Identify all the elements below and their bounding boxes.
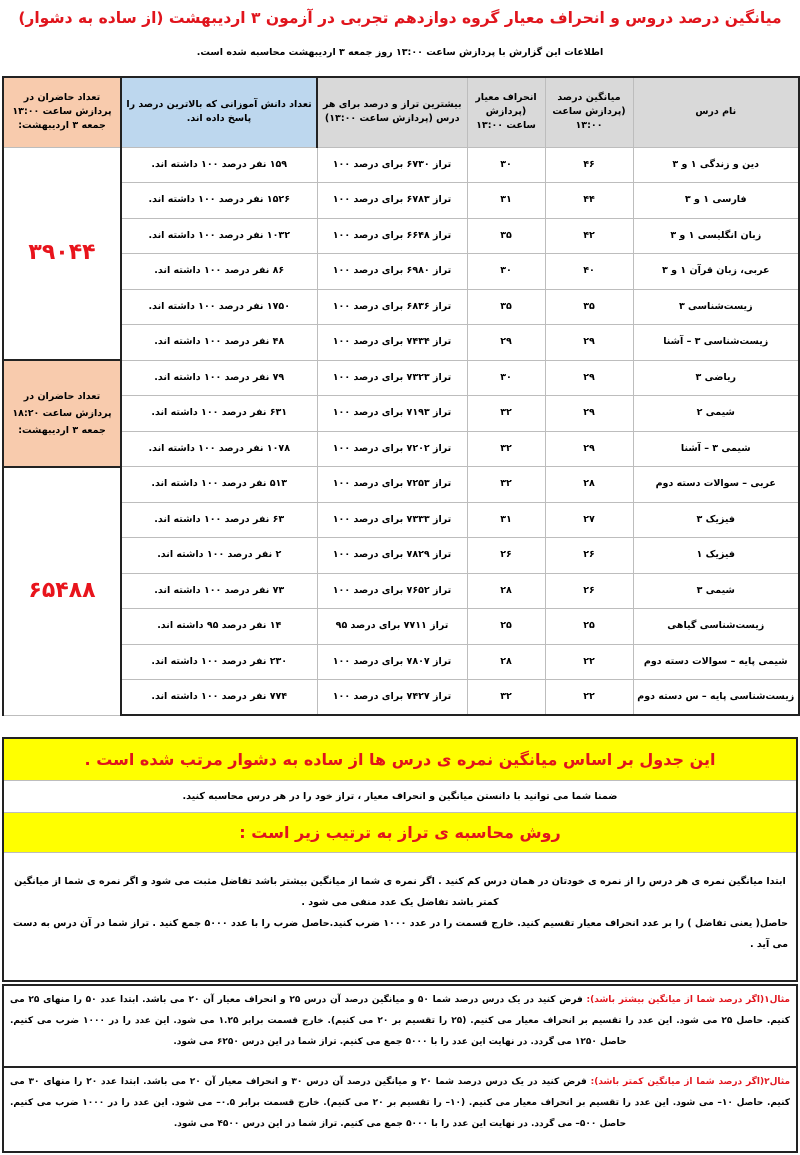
top-count: ۸۶ نفر درصد ۱۰۰ داشته اند. xyxy=(121,254,317,290)
table-row xyxy=(3,573,799,609)
top-score: تراز ۷۳۳۳ برای درصد ۱۰۰ xyxy=(317,502,467,538)
average-percent: ۲۶ xyxy=(545,573,633,609)
std-dev: ۲۵ xyxy=(467,609,545,645)
average-percent: ۴۶ xyxy=(545,147,633,183)
report-subtitle: اطلاعات این گزارش با پردازش ساعت ۱۳:۰۰ روز جمعه ۳ اردیبهشت محاسبه شده است. xyxy=(196,47,604,58)
std-dev: ۳۰ xyxy=(467,147,545,183)
std-dev: ۲۸ xyxy=(467,644,545,680)
subject-name: شیمی ۳ xyxy=(633,573,799,609)
page-title: میانگین درصد دروس و انحراف معیار گروه دوازدهم تجربی در آزمون ۳ اردیبهشت (از ساده به دشوار) xyxy=(18,9,782,27)
header-participants: تعداد حاضران در پردازش ساعت ۱۳:۰۰ جمعه ۳ اردیبهشت: xyxy=(3,77,121,147)
average-percent: ۴۴ xyxy=(545,183,633,219)
example-1-text: فرض کنید در یک درس درصد شما ۵۰ و میانگین درصد آن درس ۲۵ و انحراف معیار آن ۲۰ می باشد. ابتدا عدد ۵۰ را منهای ۲۵ می کنیم. حاصل ۲۵ می شود. این عدد را تقسیم بر انحراف معیار می کنیم. (۲۵ را تقسیم بر ۲۰ می کنیم). خارج قسمت برابر ۱.۲۵ می شود. این عدد را در ۱۰۰۰ ضرب می کنیم. حاصل ۱۲۵۰ می گردد. در نهایت این عدد را با ۵۰۰۰ جمع می کنیم. تراز شما در این درس ۶۲۵۰ می شود. xyxy=(10,995,790,1047)
top-count: ۲۳۰ نفر درصد ۱۰۰ داشته اند. xyxy=(121,644,317,680)
top-score: تراز ۶۷۳۰ برای درصد ۱۰۰ xyxy=(317,147,467,183)
std-dev: ۳۵ xyxy=(467,289,545,325)
table-row xyxy=(3,538,799,574)
std-dev: ۲۹ xyxy=(467,325,545,361)
top-score: تراز ۶۷۸۳ برای درصد ۱۰۰ xyxy=(317,183,467,219)
average-percent: ۲۹ xyxy=(545,396,633,432)
header-average: میانگین درصد (پردازش ساعت ۱۳:۰۰ xyxy=(545,77,633,147)
average-percent: ۲۹ xyxy=(545,431,633,467)
example-2-text: فرض کنید در یک درس درصد شما ۲۰ و میانگین درصد آن درس ۳۰ و انحراف معیار آن ۲۰ می باشد. ابتدا عدد ۲۰ را منهای ۳۰ می کنیم. حاصل ۱۰– می شود. این عدد را تقسیم بر انحراف معیار می کنیم. (۱۰– را تقسیم بر ۲۰ می کنیم). خارج قسمت برابر ۰.۵– می شود. این عدد را در ۱۰۰۰ ضرب می کنیم. حاصل ۵۰۰– می گردد. در نهایت این عدد را با ۵۰۰۰ جمع می کنیم. تراز شما در این درس ۴۵۰۰ می شود. xyxy=(10,1077,791,1129)
table-row xyxy=(3,289,799,325)
method-title: روش محاسبه ی تراز به ترتیب زیر است : xyxy=(4,813,796,853)
table-header-row xyxy=(3,77,799,147)
top-count: ۲ نفر درصد ۱۰۰ داشته اند. xyxy=(121,538,317,574)
top-count: ۱۰۷۸ نفر درصد ۱۰۰ داشته اند. xyxy=(121,431,317,467)
top-score: تراز ۷۴۲۷ برای درصد ۱۰۰ xyxy=(317,680,467,716)
example-2 xyxy=(2,1068,798,1153)
header-std-dev: انحراف معیار (پردازش ساعت ۱۳:۰۰ xyxy=(467,77,545,147)
average-percent: ۲۸ xyxy=(545,467,633,503)
std-dev: ۳۰ xyxy=(467,360,545,396)
top-score: تراز ۷۳۲۳ برای درصد ۱۰۰ xyxy=(317,360,467,396)
std-dev: ۳۲ xyxy=(467,467,545,503)
subject-name: زیست‌شناسی ۳ – آشنا xyxy=(633,325,799,361)
top-score: تراز ۷۷۱۱ برای درصد ۹۵ xyxy=(317,609,467,645)
average-percent: ۲۹ xyxy=(545,325,633,361)
top-count: ۱۵۲۶ نفر درصد ۱۰۰ داشته اند. xyxy=(121,183,317,219)
participants-count-1: ۳۹۰۴۴ xyxy=(3,147,121,360)
sorted-note: این جدول بر اساس میانگین نمره ی درس ها از ساده به دشوار مرتب شده است . xyxy=(4,739,796,781)
top-count: ۵۱۳ نفر درصد ۱۰۰ داشته اند. xyxy=(121,467,317,503)
table-row xyxy=(3,325,799,361)
std-dev: ۳۱ xyxy=(467,502,545,538)
table-row xyxy=(3,680,799,716)
top-count: ۴۸ نفر درصد ۱۰۰ داشته اند. xyxy=(121,325,317,361)
subject-name: زیست‌شناسی ۳ xyxy=(633,289,799,325)
subject-name: ریاضی ۳ xyxy=(633,360,799,396)
participants-label-2: تعداد حاضران در پردازش ساعت ۱۸:۲۰ جمعه ۳ اردیبهشت: xyxy=(3,360,121,467)
top-count: ۷۹ نفر درصد ۱۰۰ داشته اند. xyxy=(121,360,317,396)
method-step-2: حاصل( یعنی تفاضل ) را بر عدد انحراف معیار تقسیم کنید. خارج قسمت را در عدد ۱۰۰۰ ضرب کنید.حاصل ضرب را با عدد ۵۰۰۰ جمع کنید . تراز شما در آن درس به دست می آید . xyxy=(13,918,788,950)
subjects-table xyxy=(2,76,800,716)
top-score: تراز ۷۲۰۲ برای درصد ۱۰۰ xyxy=(317,431,467,467)
top-count: ۱۷۵۰ نفر درصد ۱۰۰ داشته اند. xyxy=(121,289,317,325)
subject-name: زیست‌شناسی پایه – س دسته دوم xyxy=(633,680,799,716)
average-percent: ۳۵ xyxy=(545,289,633,325)
std-dev: ۳۱ xyxy=(467,183,545,219)
top-count: ۶۳ نفر درصد ۱۰۰ داشته اند. xyxy=(121,502,317,538)
average-percent: ۴۰ xyxy=(545,254,633,290)
subject-name: شیمی ۲ xyxy=(633,396,799,432)
average-percent: ۲۶ xyxy=(545,538,633,574)
std-dev: ۳۰ xyxy=(467,254,545,290)
example-1-label: مثال۱(اگر درصد شما از میانگین بیشتر باشد): xyxy=(586,995,790,1005)
top-score: تراز ۶۸۳۶ برای درصد ۱۰۰ xyxy=(317,289,467,325)
std-dev: ۳۵ xyxy=(467,218,545,254)
header-top-count: تعداد دانش آموزانی که بالاترین درصد را پاسخ داده اند. xyxy=(121,77,317,147)
table-row xyxy=(3,502,799,538)
example-2-label: مثال۲(اگر درصد شما از میانگین کمتر باشد): xyxy=(590,1077,791,1087)
subject-name: شیمی پایه – سوالات دسته دوم xyxy=(633,644,799,680)
std-dev: ۳۲ xyxy=(467,396,545,432)
header-subject-name: نام درس xyxy=(633,77,799,147)
std-dev: ۳۲ xyxy=(467,680,545,716)
top-count: ۷۳ نفر درصد ۱۰۰ داشته اند. xyxy=(121,573,317,609)
table-row xyxy=(3,644,799,680)
std-dev: ۲۸ xyxy=(467,573,545,609)
table-row xyxy=(3,396,799,432)
subject-name: عربی، زبان قرآن ۱ و ۳ xyxy=(633,254,799,290)
subject-name: عربی – سوالات دسته دوم xyxy=(633,467,799,503)
top-count: ۱۰۳۲ نفر درصد ۱۰۰ داشته اند. xyxy=(121,218,317,254)
subject-name: دین و زندگی ۱ و ۳ xyxy=(633,147,799,183)
top-score: تراز ۷۱۹۳ برای درصد ۱۰۰ xyxy=(317,396,467,432)
table-row xyxy=(3,254,799,290)
top-score: تراز ۷۶۵۲ برای درصد ۱۰۰ xyxy=(317,573,467,609)
average-percent: ۴۲ xyxy=(545,218,633,254)
subject-name: زیست‌شناسی گیاهی xyxy=(633,609,799,645)
average-percent: ۲۲ xyxy=(545,644,633,680)
subject-name: فیزیک ۱ xyxy=(633,538,799,574)
top-count: ۱۵۹ نفر درصد ۱۰۰ داشته اند. xyxy=(121,147,317,183)
subject-name: زبان انگلیسی ۱ و ۳ xyxy=(633,218,799,254)
top-count: ۱۴ نفر درصد ۹۵ داشته اند. xyxy=(121,609,317,645)
subject-name: فارسی ۱ و ۳ xyxy=(633,183,799,219)
std-dev: ۳۲ xyxy=(467,431,545,467)
top-count: ۷۷۴ نفر درصد ۱۰۰ داشته اند. xyxy=(121,680,317,716)
top-score: تراز ۷۸۰۷ برای درصد ۱۰۰ xyxy=(317,644,467,680)
subject-name: فیزیک ۳ xyxy=(633,502,799,538)
top-score: تراز ۷۸۲۹ برای درصد ۱۰۰ xyxy=(317,538,467,574)
table-row xyxy=(3,609,799,645)
top-score: تراز ۶۶۴۸ برای درصد ۱۰۰ xyxy=(317,218,467,254)
top-score: تراز ۷۴۳۴ برای درصد ۱۰۰ xyxy=(317,325,467,361)
average-percent: ۲۷ xyxy=(545,502,633,538)
notes-box xyxy=(2,737,798,982)
subject-name: شیمی ۳ – آشنا xyxy=(633,431,799,467)
std-dev: ۲۶ xyxy=(467,538,545,574)
table-row xyxy=(3,183,799,219)
table-row xyxy=(3,431,799,467)
average-percent: ۲۲ xyxy=(545,680,633,716)
table-row xyxy=(3,218,799,254)
method-step-1: ابتدا میانگین نمره ی هر درس را از نمره ی خودتان در همان درس کم کنید . اگر نمره ی شما از میانگین بیشتر باشد تفاضل مثبت می شود و اگر نمره ی شما از میانگین کمتر باشد تفاضل یک عدد منفی می شود . xyxy=(14,876,786,908)
header-top-score: بیشترین تراز و درصد برای هر درس (پردازش ساعت ۱۳:۰۰) xyxy=(317,77,467,147)
table-row xyxy=(3,467,799,503)
participants-count-2: ۶۵۴۸۸ xyxy=(3,467,121,716)
table-row xyxy=(3,147,799,183)
example-1 xyxy=(2,984,798,1068)
top-count: ۶۳۱ نفر درصد ۱۰۰ داشته اند. xyxy=(121,396,317,432)
average-percent: ۲۵ xyxy=(545,609,633,645)
top-score: تراز ۶۹۸۰ برای درصد ۱۰۰ xyxy=(317,254,467,290)
method-description xyxy=(4,853,796,955)
top-score: تراز ۷۲۵۳ برای درصد ۱۰۰ xyxy=(317,467,467,503)
calc-note: ضمنا شما می توانید با دانستن میانگین و انحراف معیار ، تراز خود را در هر درس محاسبه کنید. xyxy=(4,781,796,813)
average-percent: ۲۹ xyxy=(545,360,633,396)
table-row xyxy=(3,360,799,396)
